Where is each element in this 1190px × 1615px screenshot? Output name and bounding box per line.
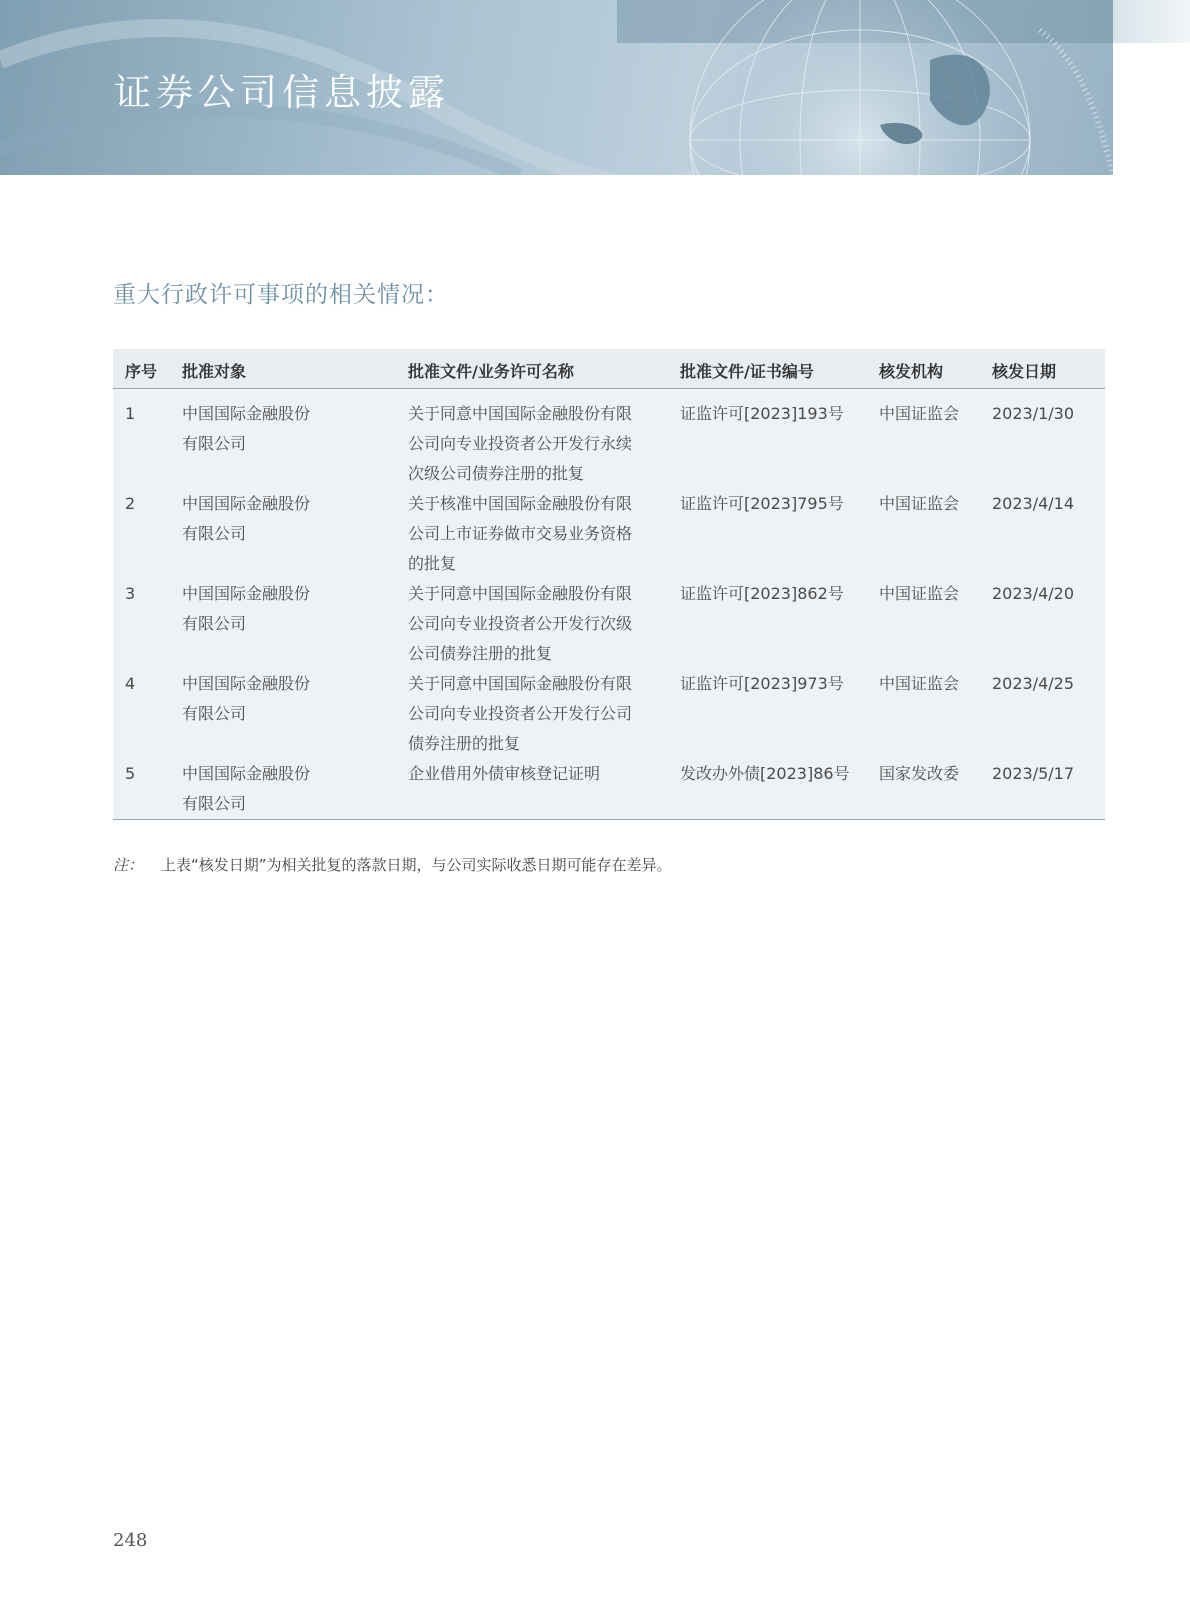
- approval-object: [182, 399, 332, 459]
- issue-date: 2023/1/30: [992, 404, 1075, 423]
- note-text: 上表“核发日期”为相关批复的落款日期，与公司实际收悉日期可能存在差异。: [161, 856, 672, 874]
- approval-object: [182, 489, 332, 549]
- column-header-no: 序号: [125, 362, 158, 381]
- approval-document: [408, 399, 670, 489]
- approval-object-line: 中国国际金融股份: [182, 404, 311, 423]
- note-label: 注：: [113, 856, 144, 874]
- row-number: 3: [125, 584, 136, 603]
- approval-document-line: 公司向专业投资者公开发行公司: [408, 704, 633, 723]
- issuing-authority: 中国证监会: [879, 494, 960, 513]
- approval-object-line: 中国国际金融股份: [182, 494, 311, 513]
- row-number: 1: [125, 404, 136, 423]
- approval-document-line: 公司债券注册的批复: [408, 644, 553, 663]
- approval-document-line: 公司上市证券做市交易业务资格: [408, 524, 633, 543]
- issuing-authority: 中国证监会: [879, 404, 960, 423]
- table-row: [113, 755, 1105, 815]
- approval-document-line: 关于同意中国国际金融股份有限: [408, 674, 633, 693]
- certificate-code: 证监许可[2023]795号: [680, 494, 844, 513]
- certificate-code: 证监许可[2023]862号: [680, 584, 844, 603]
- approval-document: [408, 669, 670, 759]
- issuing-authority: 国家发改委: [879, 764, 960, 783]
- approval-object-line: 有限公司: [182, 524, 247, 543]
- column-header-object: 批准对象: [182, 362, 247, 381]
- approval-document-line: 关于核准中国国际金融股份有限: [408, 494, 633, 513]
- issue-date: 2023/4/25: [992, 674, 1075, 693]
- column-header-code: 批准文件/证书编号: [680, 362, 814, 381]
- certificate-code: 证监许可[2023]973号: [680, 674, 844, 693]
- page-number: 248: [113, 1530, 148, 1551]
- issuing-authority: 中国证监会: [879, 584, 960, 603]
- table-row: [113, 395, 1105, 485]
- approval-object: [182, 759, 332, 819]
- table-row: [113, 665, 1105, 755]
- approval-document-line: 的批复: [408, 554, 457, 573]
- approval-document-line: 次级公司债券注册的批复: [408, 464, 585, 483]
- approval-object: [182, 669, 332, 729]
- approval-object-line: 有限公司: [182, 794, 247, 813]
- column-header-document: 批准文件/业务许可名称: [408, 362, 574, 381]
- approval-document-line: 企业借用外债审核登记证明: [408, 764, 601, 783]
- approval-document-line: 公司向专业投资者公开发行永续: [408, 434, 633, 453]
- approval-document-line: 债券注册的批复: [408, 734, 521, 753]
- issue-date: 2023/5/17: [992, 764, 1075, 783]
- approval-document: [408, 489, 670, 579]
- approval-object-line: 有限公司: [182, 614, 247, 633]
- certificate-code: 发改办外债[2023]86号: [680, 764, 850, 783]
- column-header-date: 核发日期: [992, 362, 1057, 381]
- page-title: 证券公司信息披露: [114, 71, 450, 114]
- table-note: [113, 854, 672, 875]
- row-number: 2: [125, 494, 136, 513]
- approval-object-line: 中国国际金融股份: [182, 584, 311, 603]
- table-row: [113, 575, 1105, 665]
- approval-object-line: 中国国际金融股份: [182, 764, 311, 783]
- column-header-issuer: 核发机构: [879, 362, 944, 381]
- approval-document-line: 公司向专业投资者公开发行次级: [408, 614, 633, 633]
- table-row: [113, 485, 1105, 575]
- approval-object: [182, 579, 332, 639]
- approval-document-line: 关于同意中国国际金融股份有限: [408, 584, 633, 603]
- permit-table: [113, 349, 1105, 820]
- section-heading: 重大行政许可事项的相关情况：: [113, 282, 449, 308]
- issue-date: 2023/4/14: [992, 494, 1075, 513]
- approval-document: [408, 759, 670, 789]
- approval-object-line: 有限公司: [182, 704, 247, 723]
- issuing-authority: 中国证监会: [879, 674, 960, 693]
- row-number: 4: [125, 674, 136, 693]
- approval-document-line: 关于同意中国国际金融股份有限: [408, 404, 633, 423]
- header-banner: [0, 0, 1113, 175]
- approval-document: [408, 579, 670, 669]
- issue-date: 2023/4/20: [992, 584, 1075, 603]
- banner-extension: [1113, 0, 1190, 43]
- row-number: 5: [125, 764, 136, 783]
- approval-object-line: 有限公司: [182, 434, 247, 453]
- approval-object-line: 中国国际金融股份: [182, 674, 311, 693]
- certificate-code: 证监许可[2023]193号: [680, 404, 844, 423]
- table-body: [113, 389, 1105, 819]
- table-header: [113, 349, 1105, 389]
